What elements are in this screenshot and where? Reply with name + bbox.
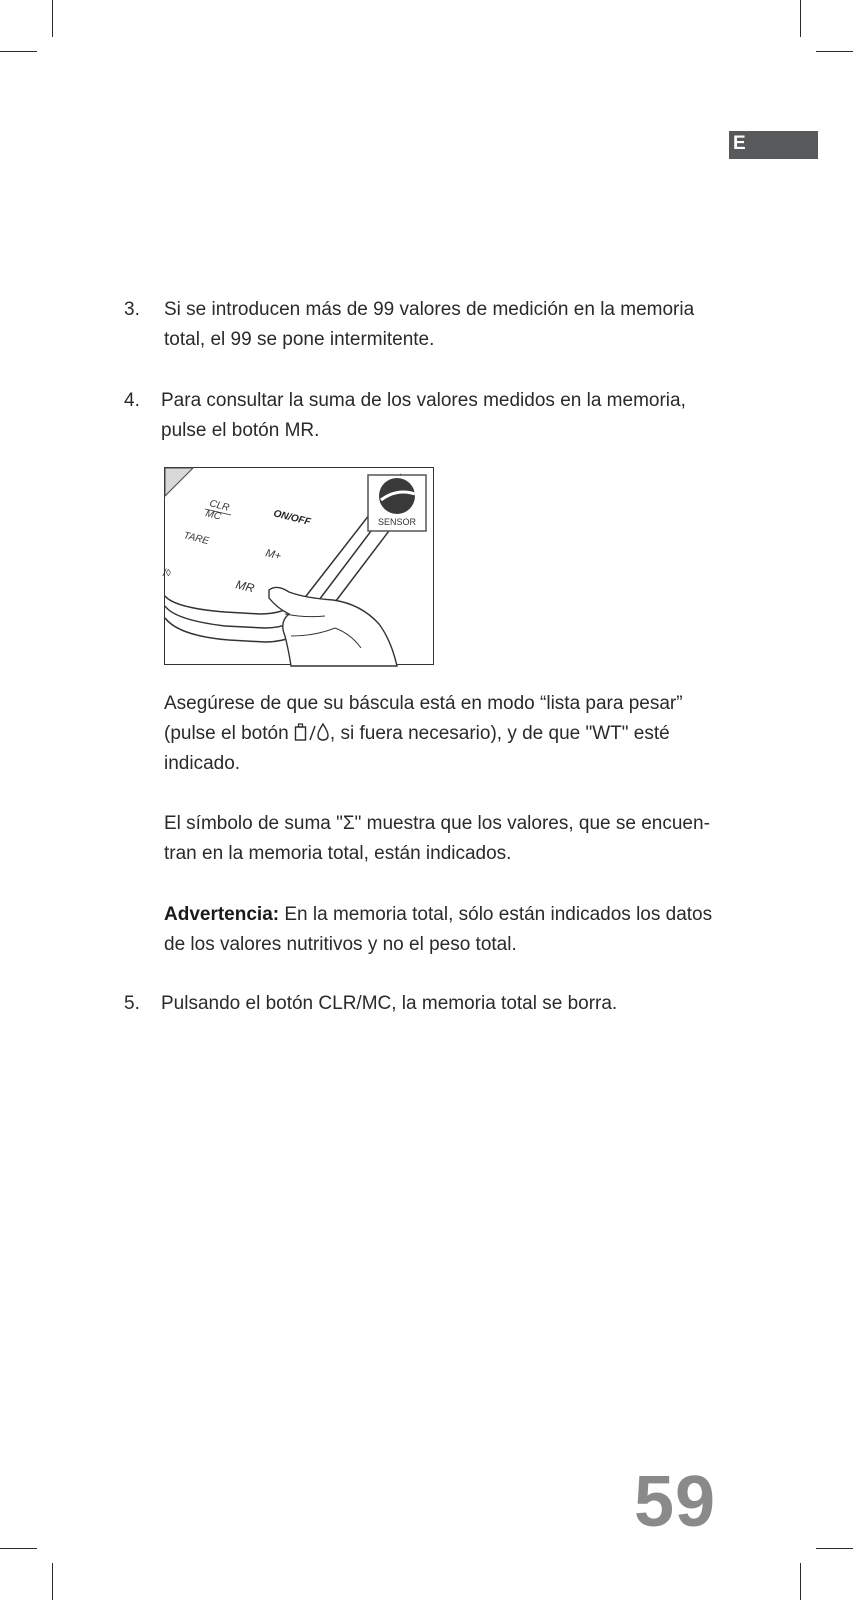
- tare-unit-icon: [294, 722, 330, 742]
- mr-label: MR: [234, 577, 256, 596]
- note-line: Asegúrese de que su báscula está en modo “lista para pesar”: [164, 693, 683, 714]
- note-line: de los valores nutritivos y no el peso total.: [164, 934, 517, 955]
- note-line: El símbolo de suma "Σ" muestra que los valores, que se encuen-: [164, 813, 710, 834]
- note-sum: [164, 809, 734, 869]
- list-text-line: total, el 99 se pone intermitente.: [164, 329, 435, 350]
- note-ready: [164, 689, 734, 779]
- list-number: 3.: [124, 299, 140, 320]
- crop-mark: [52, 0, 53, 37]
- crop-mark: [816, 51, 853, 52]
- list-text-line: Para consultar la suma de los valores medidos en la memoria,: [161, 390, 686, 411]
- crop-mark: [0, 51, 37, 52]
- corner-shade: [165, 468, 193, 496]
- list-text-line: Pulsando el botón CLR/MC, la memoria total se borra.: [161, 993, 618, 1014]
- language-tab: E: [729, 131, 818, 159]
- note-text: , si fuera necesario), y de que "WT" esté: [329, 723, 670, 744]
- note-line: tran en la memoria total, están indicados.: [164, 843, 512, 864]
- clr-label: CLR: [208, 498, 231, 514]
- left-partial-label: /◊: [163, 568, 171, 579]
- sensor-label: SENSOR: [377, 517, 417, 527]
- note-line: [164, 719, 734, 749]
- list-text-line: Si se introducen más de 99 valores de medición en la memoria: [164, 299, 695, 320]
- mc-label: MC: [204, 508, 223, 523]
- warning-label: Advertencia:: [164, 904, 280, 925]
- crop-mark: [0, 1548, 37, 1549]
- note-warning: [164, 900, 734, 960]
- list-number: 4.: [124, 390, 140, 411]
- scale-panel-drawing: [165, 468, 435, 666]
- crop-mark: [800, 1563, 801, 1600]
- note-line: indicado.: [164, 753, 241, 774]
- note-text: (pulse el botón: [164, 723, 294, 744]
- note-line: [164, 900, 734, 930]
- list-text-line: pulse el botón MR.: [161, 420, 320, 441]
- note-text: En la memoria total, sólo están indicados los datos: [279, 904, 713, 925]
- hand-icon: [269, 587, 397, 666]
- onoff-label: ON/OFF: [272, 508, 312, 529]
- page-number: 59: [634, 1462, 717, 1542]
- crop-mark: [800, 0, 801, 37]
- crop-mark: [52, 1563, 53, 1600]
- scale-button-illustration: [164, 467, 434, 665]
- mplus-label: M+: [264, 547, 283, 563]
- tare-label: TARE: [182, 530, 211, 548]
- list-number: 5.: [124, 993, 140, 1014]
- crop-mark: [816, 1548, 853, 1549]
